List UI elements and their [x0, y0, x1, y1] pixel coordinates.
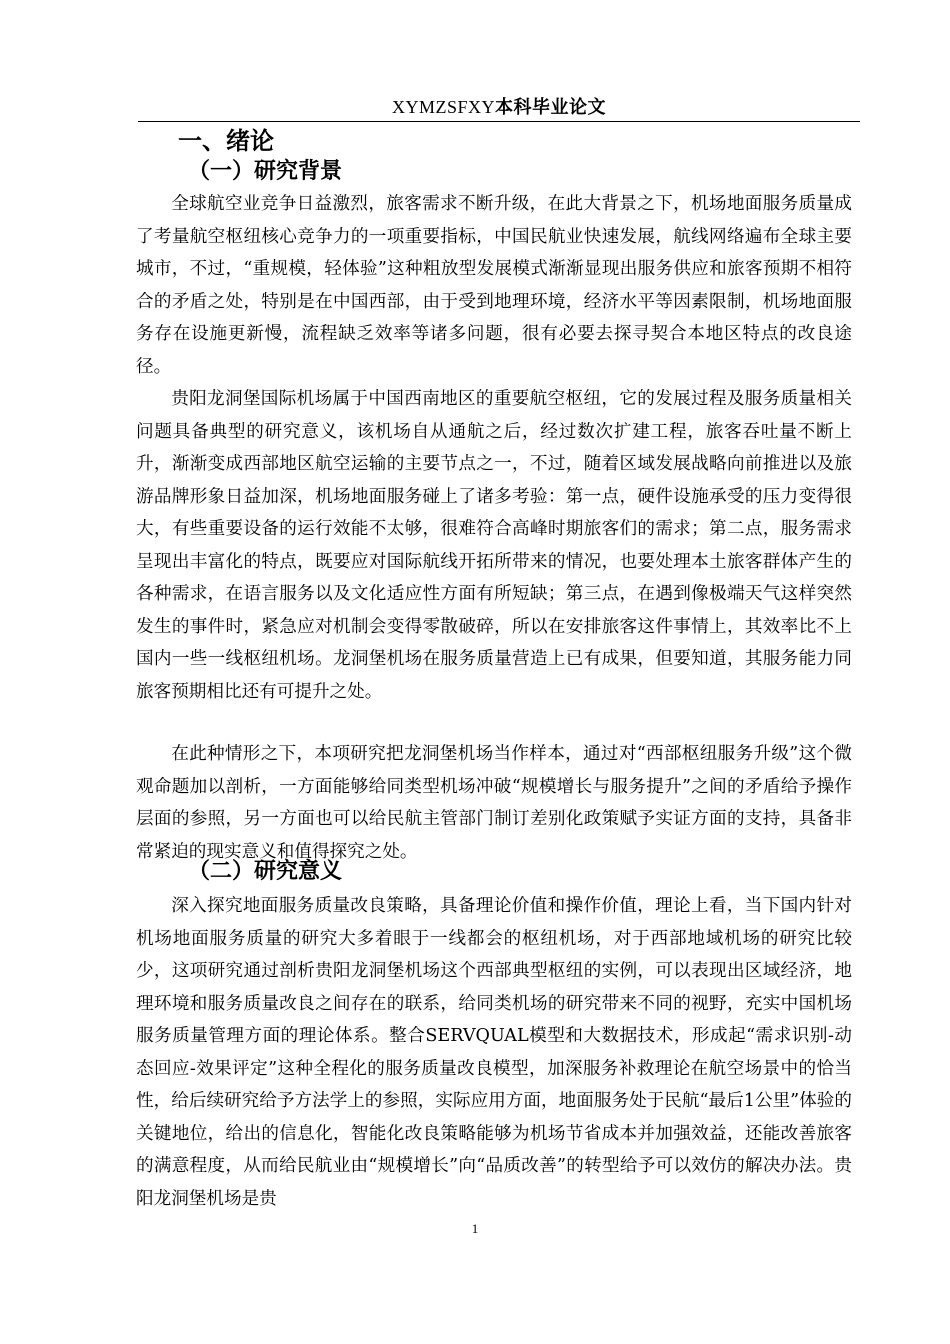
header-school-code: XYMZSFXY: [391, 97, 496, 117]
header-thesis-label: 本科毕业论文: [495, 97, 607, 118]
paragraph-background-3: 在此种情形之下，本项研究把龙洞堡机场当作样本，通过对“西部枢纽服务升级”这个微观命题加以剖析，一方面能够给同类型机场冲破“规模增长与服务提升”之间的矛盾给予操作层面的参照，另一方面也可以给民航主管部门制订差别化政策赋予实证方面的支持，具备非常紧迫的现实意义和值得探究之处。: [136, 744, 852, 862]
paragraph-significance-1: 深入探究地面服务质量改良策略，具备理论价值和操作价值，理论上看，当下国内针对机场地面服务质量的研究大多着眼于一线都会的枢纽机场，对于西部地域机场的研究比较少，这项研究通过剖析贵阳龙洞堡机场这个西部典型枢纽的实例，可以表现出区域经济，地理环境和服务质量改良之间存在的联系，给同类机场的研究带来不同的视野，充实中国机场服务质量管理方面的理论体系。整合SERVQUAL模型和大数据技术，形成起“需求识别-动态回应-效果评定”这种全程化的服务质量改良模型，加深服务补救理论在航空场景中的恰当性，给后续研究给予方法学上的参照，实际应用方面，地面服务处于民航“最后1公里”体验的关键地位，给出的信息化，智能化改良策略能够为机场节省成本并加强效益，还能改善旅客的满意程度，从而给民航业由“规模增长”向“品质改善”的转型给予可以效仿的解决办法。贵阳龙洞堡机场是贵: [136, 896, 852, 1209]
paragraph-background-2: 贵阳龙洞堡国际机场属于中国西南地区的重要航空枢纽，它的发展过程及服务质量相关问题具备典型的研究意义，该机场自从通航之后，经过数次扩建工程，旅客吞吐量不断上升，渐渐变成西部地区航空运输的主要节点之一，不过，随着区域发展战略向前推进以及旅游品牌形象日益加深，机场地面服务碰上了诸多考验：第一点，硬件设施承受的压力变得很大，有些重要设备的运行效能不太够，很难符合高峰时期旅客们的需求；第二点，服务需求呈现出丰富化的特点，既要应对国际航线开拓所带来的情况，也要处理本土旅客群体产生的各种需求，在语言服务以及文化适应性方面有所短缺；第三点，在遇到像极端天气这样突然发生的事件时，紧急应对机制会变得零散破碎，所以在安排旅客这件事情上，其效率比不上国内一些一线枢纽机场。龙洞堡机场在服务质量营造上已有成果，但要知道，其服务能力同旅客预期相比还有可提升之处。: [136, 389, 852, 702]
header-rule: [138, 121, 860, 122]
page-number: 1: [471, 1221, 479, 1236]
paragraph-background-1: 全球航空业竞争日益激烈，旅客需求不断升级，在此大背景之下，机场地面服务质量成了考量航空枢纽核心竞争力的一项重要指标，中国民航业快速发展，航线网络遍布全球主要城市，不过，“重规模，轻体验”这种粗放型发展模式渐渐显现出服务供应和旅客预期不相符合的矛盾之处，特别是在中国西部，由于受到地理环境，经济水平等因素限制，机场地面服务存在设施更新慢，流程缺乏效率等诸多问题，很有必要去探寻契合本地区特点的改良途径。: [136, 194, 852, 377]
subsection-title-background: （一）研究背景: [188, 159, 343, 184]
running-header: [138, 94, 860, 120]
subsection-title-significance: （二）研究意义: [188, 859, 343, 884]
chapter-title: 一、绪论: [178, 127, 274, 155]
